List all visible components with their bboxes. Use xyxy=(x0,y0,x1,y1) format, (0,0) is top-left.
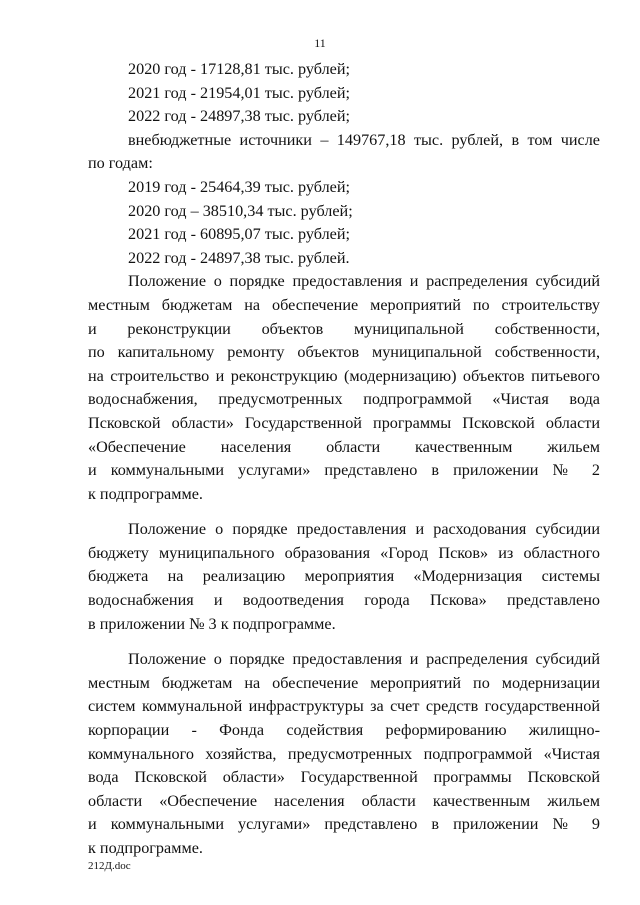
text-line: Положение о порядке предоставления и расходования субсидии xyxy=(128,520,600,539)
text-line: по годам: xyxy=(88,154,153,173)
footer-filename: 212Д.doc xyxy=(88,860,131,872)
text-line: 2021 год - 60895,07 тыс. рублей; xyxy=(128,225,350,244)
text-line: водоснабжения и водоотведения города Пскова» представлено xyxy=(88,591,600,610)
text-line: бюджета на реализацию мероприятия «Модернизация системы xyxy=(88,567,600,586)
text-line: и коммунальными услугами» представлено в приложении № 2 xyxy=(88,461,600,480)
text-line: водоснабжения, предусмотренных подпрограммой «Чистая вода xyxy=(88,390,600,409)
text-line: и реконструкции объектов муниципальной собственности, xyxy=(88,319,600,338)
text-line: Положение о порядке предоставления и распределения субсидий xyxy=(128,272,600,291)
page-number: 11 xyxy=(314,36,326,50)
text-line: на строительство и реконструкцию (модернизацию) объектов питьевого xyxy=(88,366,600,385)
document-body xyxy=(88,58,600,861)
paragraph-gap xyxy=(88,636,600,648)
text-line: к подпрограмме. xyxy=(88,839,203,857)
paragraph-gap xyxy=(88,506,600,518)
text-line: 2021 год - 21954,01 тыс. рублей; xyxy=(128,83,350,102)
text-line: области «Обеспечение населения области качественным жильем xyxy=(88,791,600,810)
text-line: коммунального хозяйства, предусмотренных подпрограммой «Чистая xyxy=(88,744,600,763)
text-line: 2020 год - 17128,81 тыс. рублей; xyxy=(128,60,350,78)
text-line: 2022 год - 24897,38 тыс. рублей. xyxy=(128,248,350,267)
text-line: 2022 год - 24897,38 тыс. рублей; xyxy=(128,107,350,126)
text-line: Положение о порядке предоставления и распределения субсидий xyxy=(128,650,600,669)
text-line: «Обеспечение населения области качественным жильем xyxy=(88,437,600,456)
text-line: 2019 год - 25464,39 тыс. рублей; xyxy=(128,177,350,196)
text-line: в приложении № 3 к подпрограмме. xyxy=(88,614,336,633)
text-line: 2020 год – 38510,34 тыс. рублей; xyxy=(128,201,353,220)
text-line: к подпрограмме. xyxy=(88,484,203,503)
text-line: местным бюджетам на обеспечение мероприятий по модернизации xyxy=(88,673,600,692)
text-line: внебюджетные источники – 149767,18 тыс. рублей, в том числе xyxy=(128,130,600,149)
text-line: по капитальному ремонту объектов муниципальной собственности, xyxy=(88,343,600,362)
text-line: систем коммунальной инфраструктуры за счет средств государственной xyxy=(88,697,600,716)
text-line: вода Псковской области» Государственной программы Псковской xyxy=(88,768,600,787)
text-line: и коммунальными услугами» представлено в приложении № 9 xyxy=(88,815,600,834)
text-line: бюджету муниципального образования «Город Псков» из областного xyxy=(88,543,600,562)
text-line: местным бюджетам на обеспечение мероприятий по строительству xyxy=(88,295,600,314)
text-line: Псковской области» Государственной программы Псковской области xyxy=(88,413,600,432)
text-line: корпорации - Фонда содействия реформированию жилищно- xyxy=(88,721,600,740)
